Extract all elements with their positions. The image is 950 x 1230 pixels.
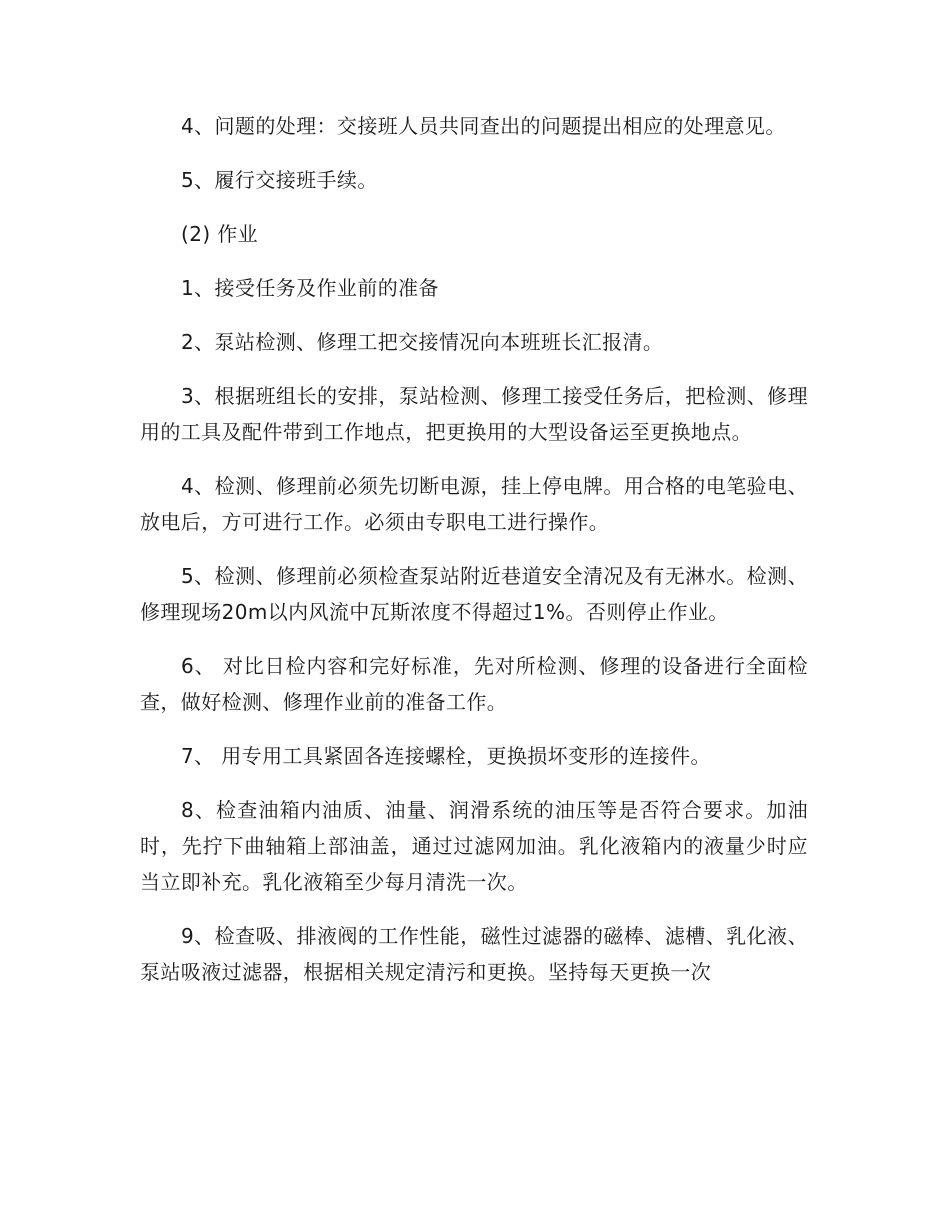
paragraph-step-8: 8、检查油箱内油质、油量、润滑系统的油压等是否符合要求。加油时，先拧下曲轴箱上部油盖，通过过滤网加油。乳化液箱内的液量少时应当立即补充。乳化液箱至少每月清洗一次。: [140, 798, 808, 894]
paragraph-step-2: 2、泵站检测、修理工把交接情况向本班班长汇报清。: [181, 330, 664, 354]
section-heading-operation: (2) 作业: [181, 222, 259, 246]
paragraph-step-9: 9、检查吸、排液阀的工作性能，磁性过滤器的磁棒、滤槽、乳化液、泵站吸液过滤器，根据相关规定清污和更换。坚持每天更换一次: [140, 924, 808, 984]
paragraph-step-3: 3、根据班组长的安排，泵站检测、修理工接受任务后，把检测、修理用的工具及配件带到工作地点，把更换用的大型设备运至更换地点。: [140, 384, 808, 444]
paragraph-step-4: 4、检测、修理前必须先切断电源，挂上停电牌。用合格的电笔验电、放电后，方可进行工作。必须由专职电工进行操作。: [140, 474, 808, 534]
paragraph-step-1: 1、接受任务及作业前的准备: [181, 276, 439, 300]
paragraph-handover-issues: 4、问题的处理：交接班人员共同查出的问题提出相应的处理意见。: [181, 114, 786, 138]
paragraph-handover-procedure: 5、履行交接班手续。: [181, 168, 378, 192]
document-body: [140, 108, 808, 1008]
paragraph-step-6: 6、 对比日检内容和完好标准，先对所检测、修理的设备进行全面检查，做好检测、修理作业前的准备工作。: [140, 654, 808, 714]
paragraph-step-7: 7、 用专用工具紧固各连接螺栓，更换损坏变形的连接件。: [181, 744, 711, 768]
paragraph-step-5: 5、检测、修理前必须检查泵站附近巷道安全清况及有无淋水。检测、修理现场20m以内风流中瓦斯浓度不得超过1%。否则停止作业。: [140, 564, 808, 624]
